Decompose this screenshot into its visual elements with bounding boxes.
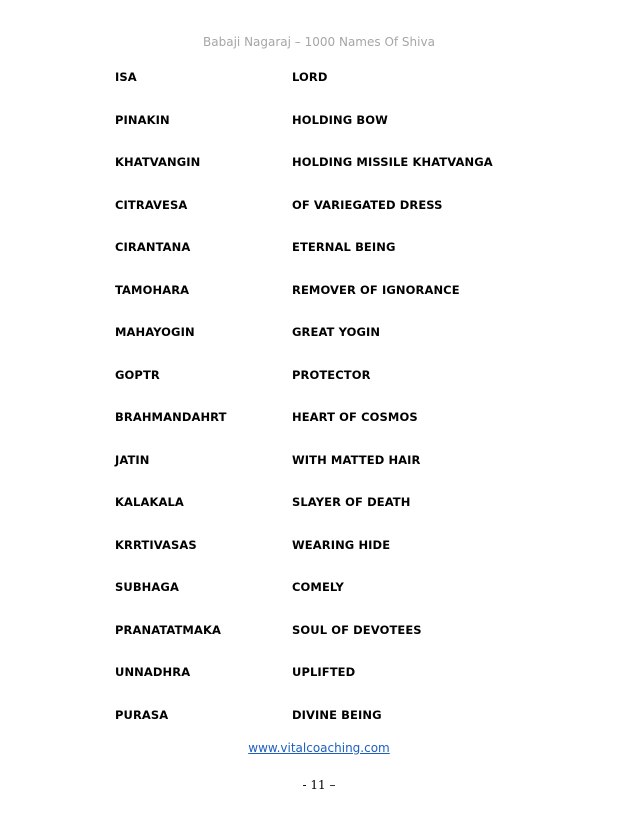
shiva-name: PURASA bbox=[115, 707, 169, 722]
shiva-name: PRANATATMAKA bbox=[115, 622, 221, 637]
name-row bbox=[115, 198, 535, 241]
shiva-name: KHATVANGIN bbox=[115, 155, 201, 169]
name-meaning: LORD bbox=[292, 70, 328, 84]
name-meaning: SOUL OF DEVOTEES bbox=[292, 622, 422, 637]
shiva-name: SUBHAGA bbox=[115, 580, 179, 594]
name-row bbox=[115, 70, 535, 113]
name-meaning: WITH MATTED HAIR bbox=[292, 452, 421, 467]
shiva-name: TAMOHARA bbox=[115, 282, 190, 297]
name-row bbox=[115, 665, 535, 708]
shiva-name: CIRANTANA bbox=[115, 240, 191, 254]
name-meaning: REMOVER OF IGNORANCE bbox=[292, 282, 460, 297]
name-row bbox=[115, 623, 535, 666]
name-meaning: SLAYER OF DEATH bbox=[292, 495, 411, 509]
shiva-name: JATIN bbox=[115, 452, 150, 467]
name-meaning: HOLDING BOW bbox=[292, 112, 388, 127]
shiva-name: KALAKALA bbox=[115, 495, 184, 509]
shiva-name: ISA bbox=[115, 70, 137, 84]
page-number: - 11 – bbox=[302, 778, 336, 792]
shiva-name: BRAHMANDAHRT bbox=[115, 410, 227, 424]
name-row bbox=[115, 283, 535, 326]
name-meaning: HOLDING MISSILE KHATVANGA bbox=[292, 155, 493, 169]
shiva-name: UNNADHRA bbox=[115, 665, 191, 679]
shiva-name: KRRTIVASAS bbox=[115, 537, 197, 552]
name-row bbox=[115, 495, 535, 538]
shiva-name: CITRAVESA bbox=[115, 197, 188, 212]
shiva-name: PINAKIN bbox=[115, 112, 170, 127]
shiva-name: MAHAYOGIN bbox=[115, 325, 195, 339]
name-row bbox=[115, 580, 535, 623]
name-row bbox=[115, 155, 535, 198]
name-meaning: DIVINE BEING bbox=[292, 707, 382, 722]
name-row bbox=[115, 368, 535, 411]
shiva-name: GOPTR bbox=[115, 367, 160, 382]
name-row bbox=[115, 538, 535, 581]
name-meaning: COMELY bbox=[292, 580, 344, 594]
name-meaning: UPLIFTED bbox=[292, 665, 356, 679]
name-row bbox=[115, 113, 535, 156]
name-meaning: GREAT YOGIN bbox=[292, 325, 381, 339]
name-meaning: ETERNAL BEING bbox=[292, 240, 396, 254]
name-meaning: HEART OF COSMOS bbox=[292, 410, 418, 424]
name-meaning: PROTECTOR bbox=[292, 367, 371, 382]
name-row bbox=[115, 453, 535, 496]
name-row bbox=[115, 410, 535, 453]
name-row bbox=[115, 325, 535, 368]
names-list bbox=[115, 70, 535, 750]
page-header: Babaji Nagaraj – 1000 Names Of Shiva bbox=[203, 35, 435, 49]
name-meaning: WEARING HIDE bbox=[292, 537, 391, 552]
name-row bbox=[115, 240, 535, 283]
name-meaning: OF VARIEGATED DRESS bbox=[292, 197, 443, 212]
website-link[interactable]: www.vitalcoaching.com bbox=[248, 741, 390, 755]
